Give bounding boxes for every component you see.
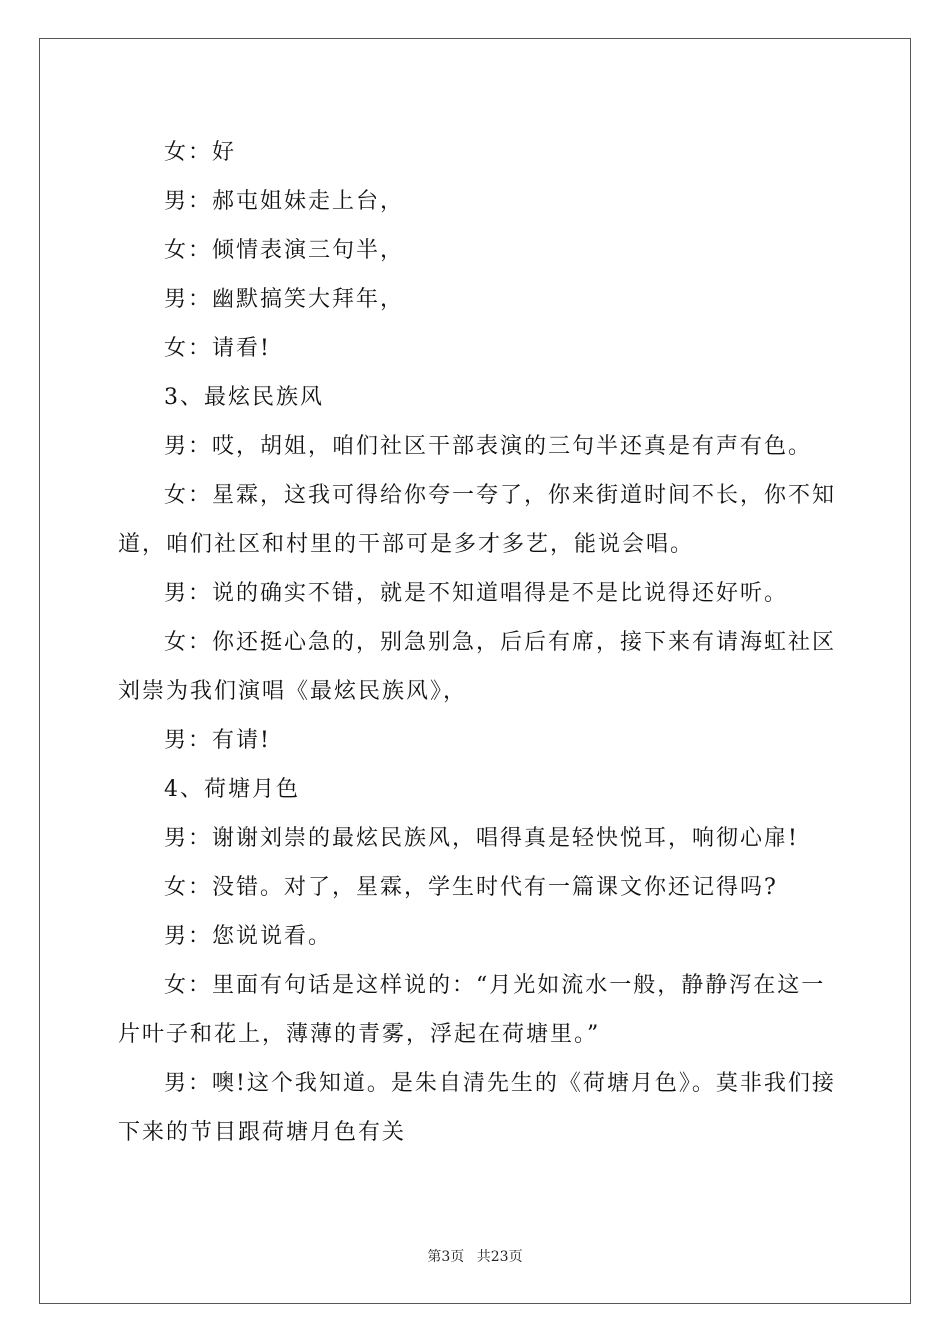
paragraph: 男：哎，胡姐，咱们社区干部表演的三句半还真是有声有色。 (164, 434, 813, 459)
paragraph: 男：谢谢刘崇的最炫民族风，唱得真是轻快悦耳，响彻心扉! (164, 826, 799, 851)
section-heading: 3、最炫民族风 (164, 385, 324, 410)
page-total: 共23页 (476, 1249, 523, 1265)
page-footer (0, 1246, 950, 1266)
paragraph: 女：星霖，这我可得给你夸一夸了，你来街道时间不长，你不知道，咱们社区和村里的干部可是多才多艺，能说会唱。 (118, 483, 837, 557)
paragraph: 男：幽默搞笑大拜年， (164, 287, 405, 312)
paragraph: 男：噢!这个我知道。是朱自清先生的《荷塘月色》。莫非我们接下来的节目跟荷塘月色有关 (118, 1071, 836, 1145)
paragraph: 女：好 (164, 140, 237, 165)
section-heading: 4、荷塘月色 (164, 777, 300, 802)
paragraph: 女：没错。对了，星霖，学生时代有一篇课文你还记得吗? (164, 875, 778, 900)
paragraph: 女：里面有句话是这样说的：“月光如流水一般，静静泻在这一片叶子和花上，薄薄的青雾，浮起在荷塘里。” (118, 973, 826, 1047)
paragraph: 男：有请! (164, 728, 271, 753)
paragraph: 男：郝屯姐妹走上台， (164, 189, 405, 214)
document-body (118, 128, 838, 1157)
page-number: 第3页 (427, 1249, 465, 1265)
paragraph: 男：说的确实不错，就是不知道唱得是不是比说得还好听。 (164, 581, 789, 606)
paragraph: 男：您说说看。 (164, 924, 333, 949)
paragraph: 女：你还挺心急的，别急别急，后后有席，接下来有请海虹社区刘崇为我们演唱《最炫民族风》， (118, 630, 837, 704)
paragraph: 女：请看! (164, 336, 271, 361)
paragraph: 女：倾情表演三句半， (164, 238, 405, 263)
